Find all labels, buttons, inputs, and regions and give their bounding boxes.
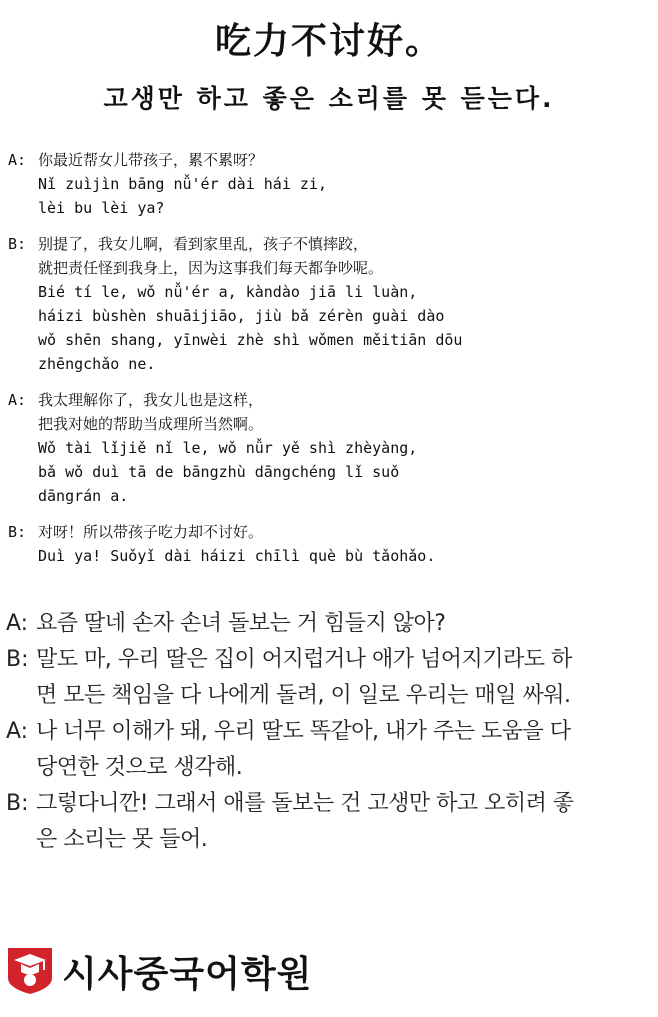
dialogue-line: dāngrán a. <box>38 487 129 505</box>
dialogue-turn <box>8 388 648 508</box>
dialogue-line: 你最近帮女儿带孩子，累不累呀？ <box>38 151 264 169</box>
dialogue-line: 은 소리는 못 들어. <box>36 827 208 852</box>
dialogue-turn <box>8 148 648 220</box>
speaker-label: A: <box>8 151 27 169</box>
academy-emblem-icon <box>6 946 54 996</box>
dialogue-line: 就把责任怪到我身上，因为这事我们每天都争吵呢。 <box>38 259 384 277</box>
dialogue-turn <box>6 642 646 714</box>
speaker-label: A: <box>6 611 29 636</box>
speaker-label: B: <box>8 235 27 253</box>
dialogue-turn <box>8 232 648 376</box>
dialogue-line: 我太理解你了，我女儿也是这样， <box>38 391 264 409</box>
page-subtitle: 고생만 하고 좋은 소리를 못 듣는다. <box>103 84 555 113</box>
dialogue-line: Duì ya! Suǒyǐ dài háizi chīlì què bù tǎohǎo. <box>38 547 436 565</box>
dialogue-line: bǎ wǒ duì tā de bāngzhù dāngchéng lǐ suǒ <box>38 463 400 481</box>
dialogue-line: 당연한 것으로 생각해. <box>36 755 243 780</box>
dialogue-line: zhēngchǎo ne. <box>38 355 156 373</box>
korean-dialogue <box>6 606 646 858</box>
dialogue-turn <box>6 606 646 642</box>
dialogue-line: Bié tí le, wǒ nǚ'ér a, kàndào jiā li luàn, <box>38 283 418 301</box>
dialogue-turn <box>6 714 646 786</box>
dialogue-line: 나 너무 이해가 돼, 우리 딸도 똑같아, 내가 주는 도움을 다 <box>36 719 571 744</box>
dialogue-turn <box>8 520 648 568</box>
dialogue-turn <box>6 786 646 858</box>
dialogue-line: wǒ shēn shang, yīnwèi zhè shì wǒmen měitiān dōu <box>38 331 463 349</box>
dialogue-line: 对呀！所以带孩子吃力却不讨好。 <box>38 523 264 541</box>
dialogue-line: 면 모든 책임을 다 나에게 돌려, 이 일로 우리는 매일 싸워. <box>36 683 571 708</box>
academy-logo <box>6 944 312 998</box>
dialogue-line: háizi bùshèn shuāijiāo, jiù bǎ zérèn guài dào <box>38 307 445 325</box>
dialogue-line: lèi bu lèi ya? <box>38 199 165 217</box>
speaker-label: B: <box>6 647 29 672</box>
dialogue-line: 요즘 딸네 손자 손녀 돌보는 거 힘들지 않아? <box>36 611 446 636</box>
chinese-dialogue <box>8 148 648 580</box>
dialogue-line: Nǐ zuìjìn bāng nǚ'ér dài hái zi, <box>38 175 327 193</box>
page-title: 吃力不讨好。 <box>214 20 443 62</box>
speaker-label: B: <box>6 791 29 816</box>
speaker-label: A: <box>8 391 27 409</box>
academy-name: 시사중국어학원 <box>62 953 313 995</box>
dialogue-line: 别提了，我女儿啊，看到家里乱，孩子不慎摔跤， <box>38 235 369 253</box>
dialogue-line: Wǒ tài lǐjiě nǐ le, wǒ nǚr yě shì zhèyàng, <box>38 439 418 457</box>
dialogue-line: 그렇다니깐! 그래서 애를 돌보는 건 고생만 하고 오히려 좋 <box>36 791 574 816</box>
dialogue-line: 말도 마, 우리 딸은 집이 어지럽거나 애가 넘어지기라도 하 <box>36 647 572 672</box>
dialogue-line: 把我对她的帮助当成理所当然啊。 <box>38 415 264 433</box>
speaker-label: A: <box>6 719 29 744</box>
speaker-label: B: <box>8 523 27 541</box>
